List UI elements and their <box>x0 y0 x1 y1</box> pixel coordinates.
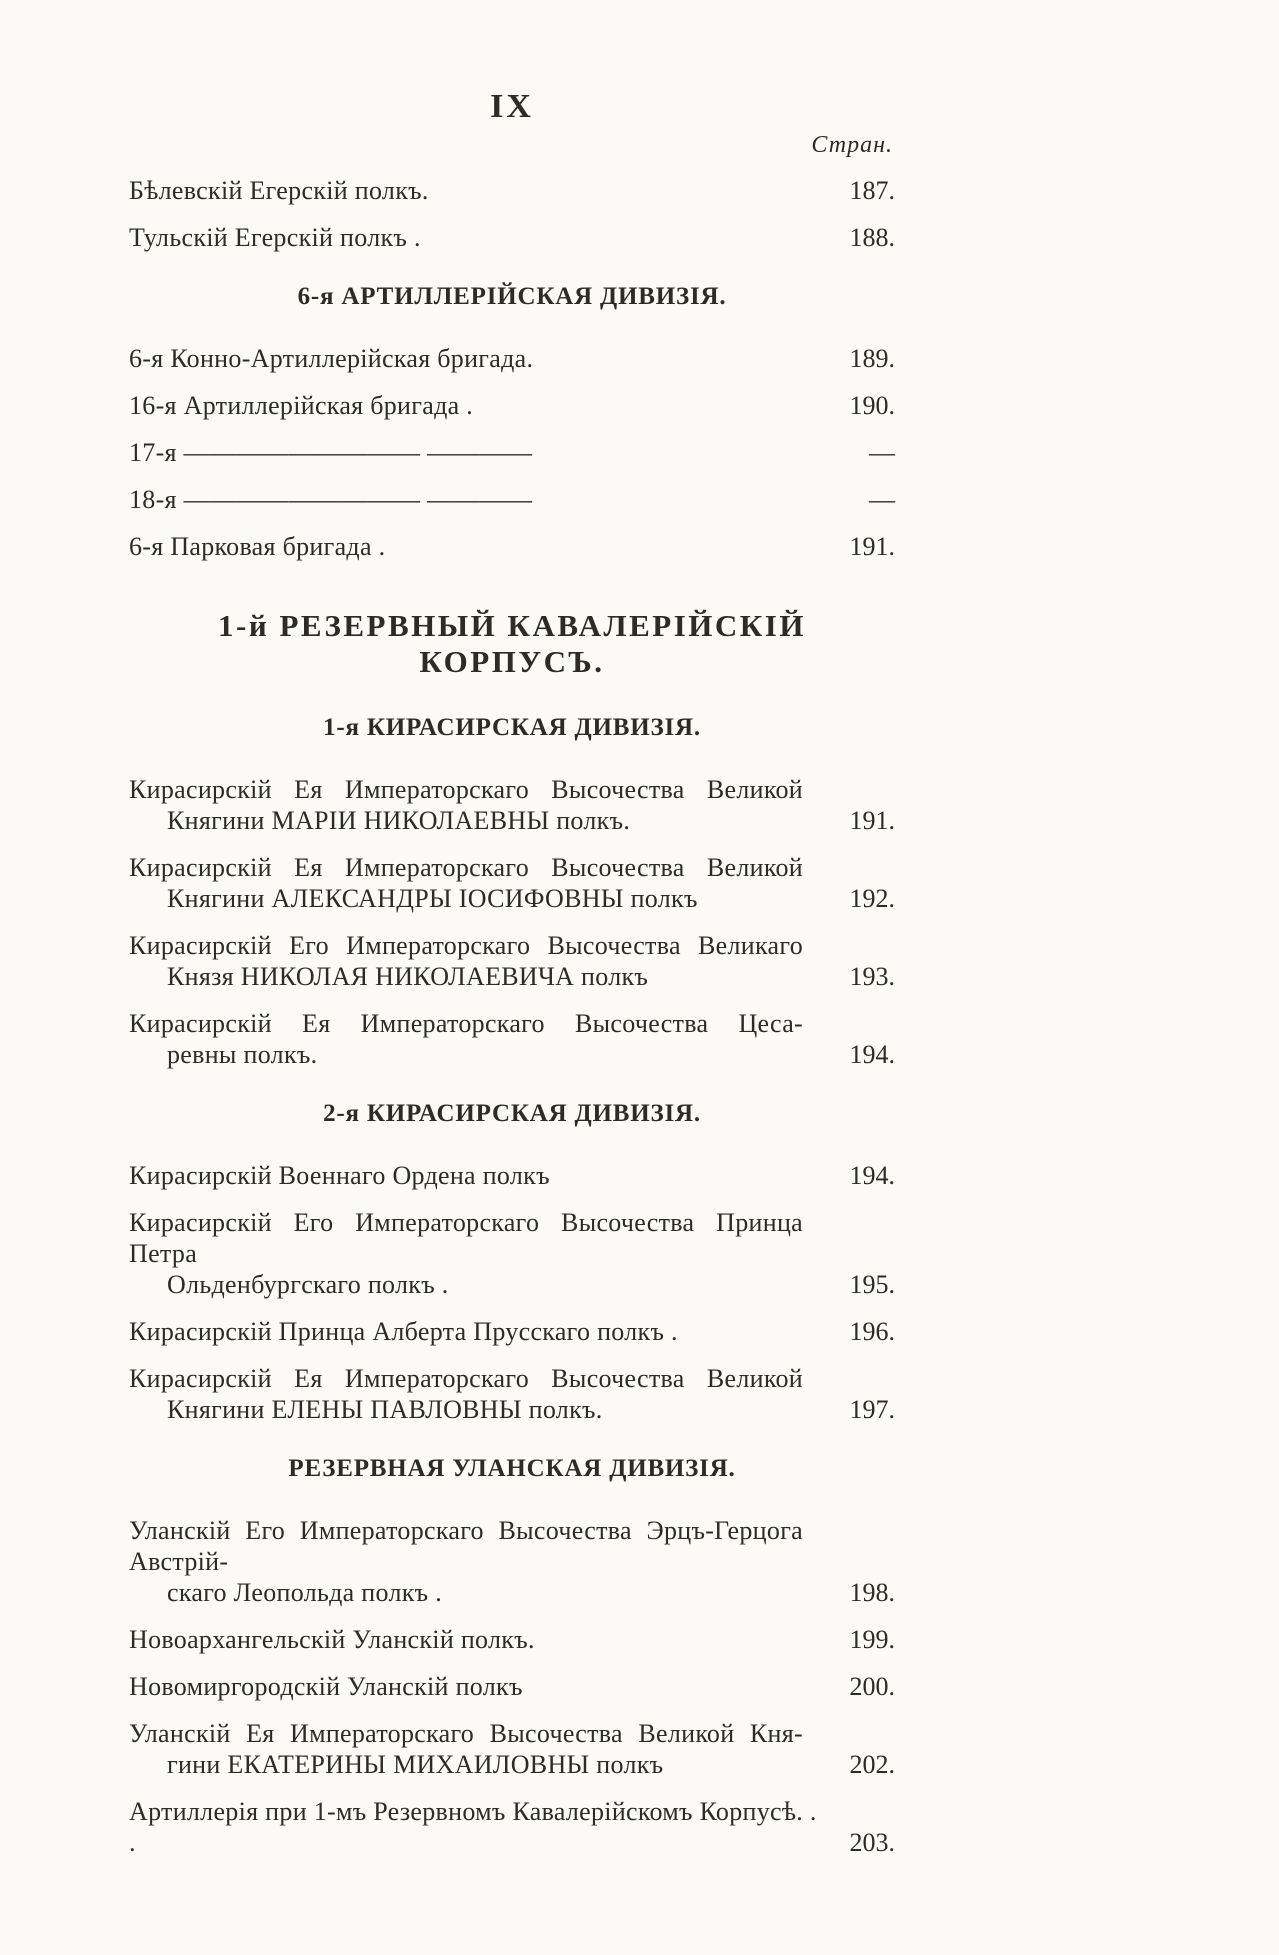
toc-entry <box>129 1624 895 1655</box>
entry-title <box>129 774 817 836</box>
entry-page-number: — <box>869 438 895 467</box>
entry-line: 17-я ————————— ———— <box>129 438 533 467</box>
pages-column-header: Стран. <box>811 132 893 158</box>
toc-entry <box>129 774 895 836</box>
entry-line: Кирасирскій Ея Императорскаго Высочества Великой <box>129 1364 803 1393</box>
toc-entry <box>129 1207 895 1300</box>
entry-line: Кирасирскій Его Императорскаго Высочества Великаго <box>129 931 803 960</box>
division-heading: РЕЗЕРВНАЯ УЛАНСКАЯ ДИВИЗІЯ. <box>288 1455 736 1482</box>
toc-entry <box>129 1316 895 1347</box>
entry-page-number: 202. <box>849 1750 895 1779</box>
entry-page-number: 194. <box>849 1161 895 1190</box>
entry-page-number: 203. <box>849 1828 895 1857</box>
entry-title <box>129 222 817 253</box>
entry-line: Ольденбургскаго полкъ . <box>167 1270 449 1299</box>
division-heading: 2-я КИРАСИРСКАЯ ДИВИЗІЯ. <box>323 1100 701 1127</box>
entry-line: скаго Леопольда полкъ . <box>167 1578 443 1607</box>
entry-page-number: 190. <box>849 391 895 420</box>
entry-page-number: 195. <box>849 1270 895 1299</box>
toc-entry <box>129 390 895 421</box>
entry-title <box>129 531 817 562</box>
entry-page-number: 193. <box>849 962 895 991</box>
entry-line: Кирасирскій Военнаго Ордена полкъ <box>129 1161 550 1190</box>
entry-page-number: — <box>869 485 895 514</box>
page-content <box>129 88 895 1874</box>
toc-entry <box>129 1008 895 1070</box>
entry-line: Уланскій Ея Императорскаго Высочества Великой Кня- <box>129 1719 803 1748</box>
entry-page-number: 199. <box>849 1625 895 1654</box>
entry-line: 6-я Парковая бригада . <box>129 532 386 561</box>
toc-entry <box>129 437 895 468</box>
entry-line: Новомиргородскій Уланскій полкъ <box>129 1672 523 1701</box>
toc-entry <box>129 343 895 374</box>
entry-title <box>129 930 817 992</box>
entry-title <box>129 390 817 421</box>
entry-title <box>129 1207 817 1300</box>
toc-entry <box>129 1718 895 1780</box>
entry-page-number: 194. <box>849 1040 895 1069</box>
entry-page-number: 198. <box>849 1578 895 1607</box>
entry-line: Бѣлевскій Егерскій полкъ. <box>129 176 429 205</box>
entry-title <box>129 1515 817 1608</box>
entry-title <box>129 1363 817 1425</box>
entry-page-number: 200. <box>849 1672 895 1701</box>
entry-line: Кирасирскій Принца Алберта Прусскаго полкъ . <box>129 1317 678 1346</box>
table-of-contents <box>129 175 895 1858</box>
entry-title <box>129 1671 817 1702</box>
entry-title <box>129 437 817 468</box>
entry-line: Княгини МАРІИ НИКОЛАЕВНЫ полкъ. <box>167 806 631 835</box>
entry-line: Княгини АЛЕКСАНДРЫ ІОСИФОВНЫ полкъ <box>167 884 698 913</box>
toc-entry <box>129 531 895 562</box>
toc-entry <box>129 175 895 206</box>
toc-entry <box>129 852 895 914</box>
toc-entry <box>129 1363 895 1425</box>
toc-entry <box>129 1796 895 1858</box>
entry-line: Новоархангельскій Уланскій полкъ. <box>129 1625 535 1654</box>
entry-page-number: 192. <box>849 884 895 913</box>
entry-page-number: 191. <box>849 806 895 835</box>
toc-entry <box>129 222 895 253</box>
entry-line: Тульскій Егерскій полкъ . <box>129 223 421 252</box>
entry-line: 18-я ————————— ———— <box>129 485 533 514</box>
toc-entry <box>129 484 895 515</box>
entry-line: 6-я Конно-Артиллерійская бригада. <box>129 344 534 373</box>
entry-page-number: 189. <box>849 344 895 373</box>
toc-entry <box>129 1160 895 1191</box>
corps-heading: 1-й РЕЗЕРВНЫЙ КАВАЛЕРІЙСКІЙ КОРПУСЪ. <box>218 608 806 679</box>
entry-title <box>129 484 817 515</box>
entry-title <box>129 852 817 914</box>
entry-title <box>129 1008 817 1070</box>
entry-line: ревны полкъ. <box>167 1040 318 1069</box>
entry-title <box>129 1160 817 1191</box>
entry-title <box>129 1316 817 1347</box>
toc-entry <box>129 1515 895 1608</box>
entry-line: Князя НИКОЛАЯ НИКОЛАЕВИЧА полкъ <box>167 962 649 991</box>
entry-page-number: 187. <box>849 176 895 205</box>
entry-title <box>129 1624 817 1655</box>
toc-entry <box>129 1671 895 1702</box>
division-heading: 1-я КИРАСИРСКАЯ ДИВИЗІЯ. <box>323 714 701 741</box>
entry-line: Кирасирскій Ея Императорскаго Высочества Великой <box>129 853 803 882</box>
entry-line: Княгини ЕЛЕНЫ ПАВЛОВНЫ полкъ. <box>167 1395 603 1424</box>
division-heading: 6-я АРТИЛЛЕРІЙСКАЯ ДИВИЗІЯ. <box>297 283 727 310</box>
entry-title <box>129 343 817 374</box>
entry-title <box>129 1718 817 1780</box>
entry-line: Кирасирскій Его Императорскаго Высочества Принца Петра <box>129 1208 803 1268</box>
entry-line: гини ЕКАТЕРИНЫ МИХАИЛОВНЫ полкъ <box>167 1750 664 1779</box>
entry-line: Артиллерія при 1-мъ Резервномъ Кавалерійскомъ Корпусѣ. . . <box>129 1797 817 1857</box>
entry-line: Кирасирскій Ея Императорскаго Высочества Великой <box>129 775 803 804</box>
entry-line: Уланскій Его Императорскаго Высочества Эрцъ-Герцога Австрій- <box>129 1516 803 1576</box>
entry-page-number: 188. <box>849 223 895 252</box>
entry-title <box>129 175 817 206</box>
page-number: IX <box>490 88 534 125</box>
entry-page-number: 191. <box>849 532 895 561</box>
entry-line: 16-я Артиллерійская бригада . <box>129 391 474 420</box>
toc-entry <box>129 930 895 992</box>
entry-page-number: 196. <box>849 1317 895 1346</box>
entry-title <box>129 1796 817 1858</box>
entry-line: Кирасирскій Ея Императорскаго Высочества Цеса- <box>129 1009 803 1038</box>
entry-page-number: 197. <box>849 1395 895 1424</box>
